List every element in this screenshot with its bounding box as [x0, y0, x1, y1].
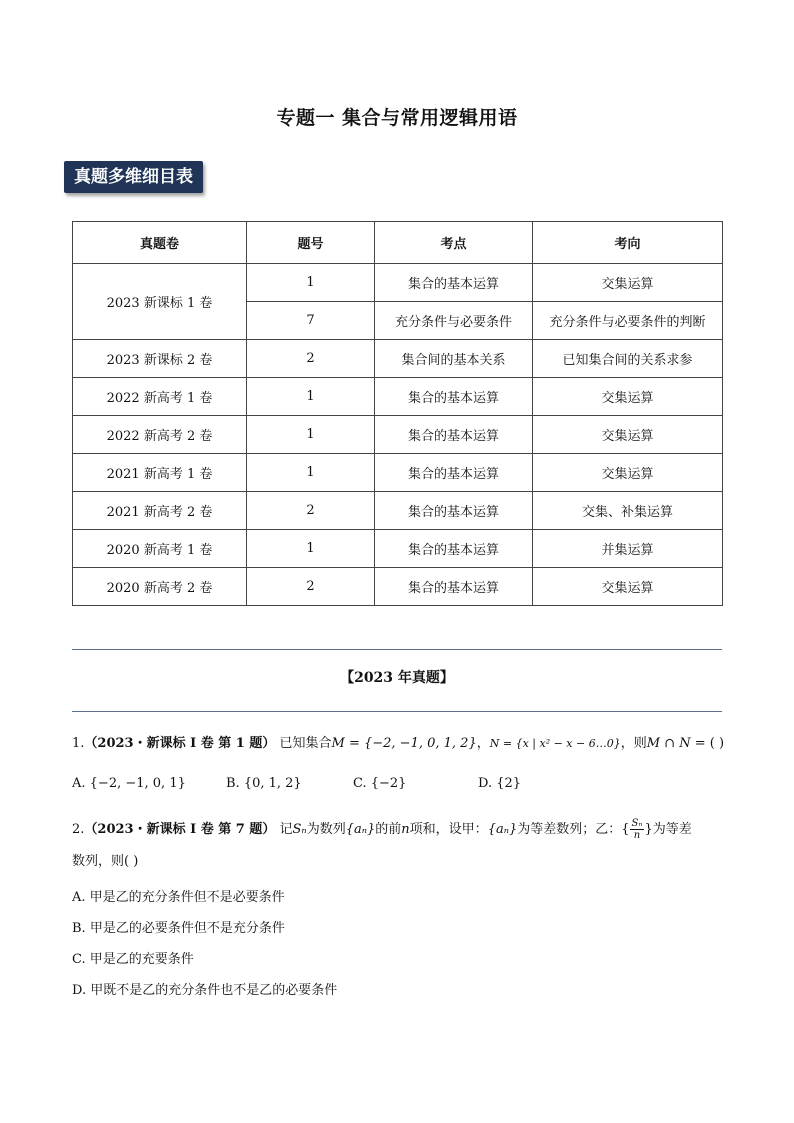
cell-point: 集合的基本运算	[375, 454, 533, 492]
table-row	[73, 264, 723, 302]
q2-an: {aₙ}	[345, 822, 376, 837]
divider-bottom	[72, 711, 722, 712]
q1-source: （2023・新课标 I 卷 第 1 题）	[84, 736, 276, 751]
header-number: 题号	[247, 222, 375, 264]
table-row	[73, 492, 723, 530]
q1-expr: M ∩ N	[646, 736, 691, 751]
q2-text-f: 为等差	[652, 822, 692, 837]
table-header-row	[73, 222, 723, 264]
page-title: 专题一 集合与常用逻辑用语	[276, 107, 518, 129]
q2-frac-den: n	[633, 830, 641, 841]
q2-frac-num: Sₙ	[631, 818, 643, 829]
q1-text-b: ，则	[620, 736, 647, 751]
table-row	[73, 378, 723, 416]
cell-point: 集合的基本运算	[375, 568, 533, 606]
cell-point: 集合的基本运算	[375, 264, 533, 302]
cell-paper: 2022 新高考 1 卷	[73, 378, 247, 416]
year-heading: 【2023 年真题】	[340, 670, 454, 686]
q1-comma: ，	[476, 736, 490, 751]
cell-direction: 交集运算	[533, 378, 723, 416]
cell-direction: 交集运算	[533, 264, 723, 302]
q2-text-b: 为数列	[306, 822, 346, 837]
table-row	[73, 340, 723, 378]
header-paper: 真题卷	[73, 222, 247, 264]
q2-fraction	[630, 818, 645, 841]
cell-point: 集合的基本运算	[375, 530, 533, 568]
q2-option-c: C. 甲是乙的充要条件	[72, 952, 194, 967]
q2-source: （2023・新课标 I 卷 第 7 题）	[84, 822, 276, 837]
cell-number: 1	[247, 530, 375, 568]
section-tag: 真题多维细目表	[64, 161, 203, 193]
cell-paper: 2023 新课标 2 卷	[73, 340, 247, 378]
q1-text-c: = ( )	[690, 736, 725, 751]
cell-direction: 充分条件与必要条件的判断	[533, 302, 723, 340]
cell-paper: 2023 新课标 1 卷	[73, 264, 247, 340]
header-point: 考点	[375, 222, 533, 264]
table-row	[73, 530, 723, 568]
cell-point: 集合的基本运算	[375, 416, 533, 454]
header-direction: 考向	[533, 222, 723, 264]
q1-option-a: A. {−2, −1, 0, 1}	[72, 776, 186, 791]
q1-option-b: B. {0, 1, 2}	[226, 776, 302, 791]
q2-text-a: 记	[279, 822, 293, 837]
cell-direction: 交集运算	[533, 416, 723, 454]
cell-paper: 2021 新高考 2 卷	[73, 492, 247, 530]
cell-number: 7	[247, 302, 375, 340]
table-row	[73, 454, 723, 492]
q2-number: 2.	[72, 822, 85, 837]
summary-table	[72, 221, 723, 606]
cell-number: 2	[247, 492, 375, 530]
cell-number: 1	[247, 264, 375, 302]
q1-text-a: 已知集合	[279, 736, 332, 751]
cell-paper: 2020 新高考 1 卷	[73, 530, 247, 568]
cell-number: 1	[247, 416, 375, 454]
cell-number: 2	[247, 568, 375, 606]
q2-line2: 数列，则( )	[72, 854, 139, 869]
cell-paper: 2021 新高考 1 卷	[73, 454, 247, 492]
q2-option-a: A. 甲是乙的充分条件但不是必要条件	[72, 890, 285, 905]
cell-point: 集合的基本运算	[375, 492, 533, 530]
question-2: 2.（2023・新课标 I 卷 第 7 题） 记Sₙ为数列{aₙ}的前n项和，设甲：{aₙ}为等差数列；乙：{ $\frac{\text{Sₙ}}{n}$ }为等差	[72, 818, 692, 841]
q1-set-m: M = {−2, −1, 0, 1, 2}	[331, 736, 477, 751]
q2-sn: Sₙ	[292, 822, 307, 837]
cell-point: 集合间的基本关系	[375, 340, 533, 378]
cell-number: 2	[247, 340, 375, 378]
cell-direction: 交集运算	[533, 454, 723, 492]
question-1	[72, 734, 724, 754]
q2-text-d: 项和，设甲：	[409, 822, 488, 837]
divider-top	[72, 649, 722, 650]
q1-number: 1.	[72, 736, 85, 751]
cell-point: 充分条件与必要条件	[375, 302, 533, 340]
cell-number: 1	[247, 378, 375, 416]
q2-an2: {aₙ}	[487, 822, 518, 837]
q1-option-c: C. {−2}	[353, 776, 407, 791]
cell-paper: 2022 新高考 2 卷	[73, 416, 247, 454]
q2-text-c: 的前	[375, 822, 402, 837]
cell-direction: 交集、补集运算	[533, 492, 723, 530]
table-row	[73, 416, 723, 454]
q2-text-e: 为等差数列；乙：	[517, 822, 622, 837]
q1-set-n: N = {x | x² − x − 6…0}	[489, 737, 621, 750]
cell-direction: 并集运算	[533, 530, 723, 568]
cell-direction: 已知集合间的关系求参	[533, 340, 723, 378]
cell-paper: 2020 新高考 2 卷	[73, 568, 247, 606]
q2-n: n	[401, 822, 410, 837]
q1-option-d: D. {2}	[478, 776, 522, 791]
q2-option-d: D. 甲既不是乙的充分条件也不是乙的必要条件	[72, 983, 338, 998]
q2-option-b: B. 甲是乙的必要条件但不是充分条件	[72, 921, 285, 936]
cell-number: 1	[247, 454, 375, 492]
table-row	[73, 568, 723, 606]
cell-point: 集合的基本运算	[375, 378, 533, 416]
cell-direction: 交集运算	[533, 568, 723, 606]
